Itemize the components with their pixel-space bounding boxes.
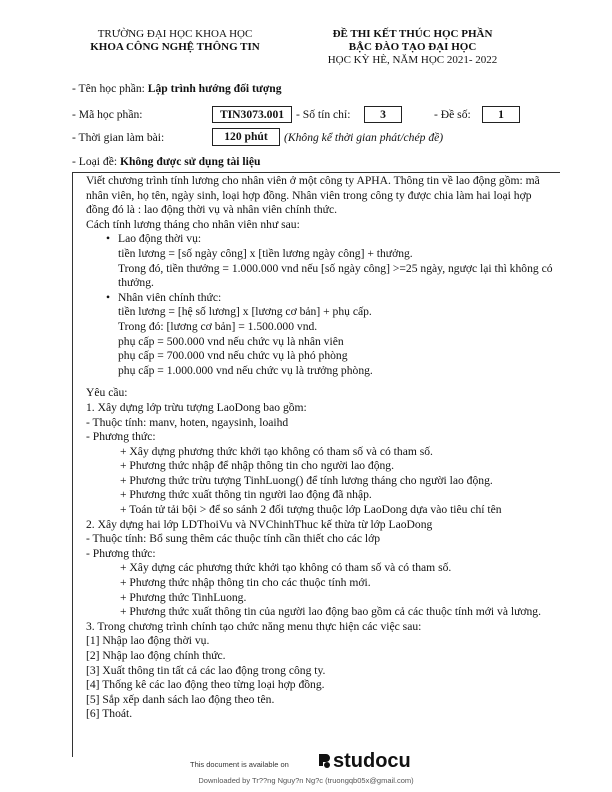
studocu-logo-icon — [315, 751, 333, 769]
exam-number-label: - Đề số: — [434, 108, 471, 121]
time-value-box: 120 phút — [212, 128, 280, 146]
req-2-method: + Phương thức nhập thông tin cho các thuộc tính mới. — [120, 576, 371, 590]
credits-value-box: 3 — [364, 106, 402, 123]
official-formula: tiền lương = [hệ số lương] x [lương cơ bản] + phụ cấp. — [118, 305, 372, 319]
type-value: Không được sử dụng tài liệu — [119, 155, 261, 168]
university-name: TRƯỜNG ĐẠI HỌC KHOA HỌC — [97, 28, 253, 40]
req-1-methods: - Phương thức: — [86, 430, 156, 444]
seasonal-formula: tiền lương = [số ngày công] x [tiền lương ngày công] + thưởng. — [118, 246, 413, 260]
menu-item: [2] Nhập lao động chính thức. — [86, 649, 226, 662]
studocu-logo[interactable] — [315, 750, 411, 773]
calc-intro: Cách tính lương tháng cho nhân viên như sau: — [86, 217, 300, 231]
bullet-seasonal — [86, 232, 556, 247]
bullet-official-title: Nhân viên chính thức: — [118, 290, 222, 304]
exam-level: BẬC ĐÀO TẠO ĐẠI HỌC — [348, 41, 477, 53]
req-2-method: + Phương thức xuất thông tin của người lao động bao gồm cả các thuộc tính mới và lương. — [120, 605, 542, 619]
req-1-method: + Phương thức xuất thông tin người lao động đã nhập. — [120, 488, 372, 502]
req-2-method: + Phương thức TinhLuong. — [120, 590, 247, 604]
code-value-box: TIN3073.001 — [212, 106, 292, 123]
credits-label: - Số tín chỉ: — [296, 108, 351, 121]
course-line — [72, 82, 282, 95]
req-1: 1. Xây dựng lớp trừu tượng LaoDong bao gồm: — [86, 400, 307, 414]
menu-item: [3] Xuất thông tin tất cả các lao động trong công ty. — [86, 663, 326, 677]
bullet-official — [86, 291, 556, 306]
seasonal-bonus: Trong đó, tiền thưởng = 1.000.000 vnd nếu [số ngày công] >=25 ngày, ngược lại thì không có thưởng. — [118, 261, 553, 290]
allowance-staff: phụ cấp = 500.000 vnd nếu chức vụ là nhân viên — [118, 334, 344, 348]
req-1-method: + Xây dựng phương thức khởi tạo không có tham số và có tham số. — [120, 444, 433, 458]
req-2-attributes: - Thuộc tính: Bổ sung thêm các thuộc tính cần thiết cho các lớp — [86, 532, 381, 546]
menu-item: [1] Nhập lao động thời vụ. — [86, 634, 210, 648]
time-label: - Thời gian làm bài: — [72, 131, 165, 144]
exam-title: ĐỀ THI KẾT THÚC HỌC PHẦN — [332, 28, 493, 40]
studocu-brand: studocu — [333, 750, 411, 772]
bullet-dot-icon: • — [106, 290, 111, 304]
official-base: Trong đó: [lương cơ bản] = 1.500.000 vnd. — [118, 319, 318, 333]
exam-content — [86, 174, 556, 722]
available-on-text: This document is available on — [190, 760, 289, 769]
menu-item: [4] Thống kê các lao động theo từng loại hợp đồng. — [86, 678, 325, 692]
code-label: - Mã học phần: — [72, 108, 143, 121]
req-1-method: + Toán tử tải bội > để so sánh 2 đối tượng thuộc lớp LaoDong dựa vào tiêu chí tên — [120, 503, 502, 517]
requirements-heading: Yêu cầu: — [86, 386, 128, 400]
type-line — [72, 155, 260, 168]
req-1-method: + Phương thức nhập để nhập thông tin cho người lao động. — [120, 459, 395, 473]
req-3: 3. Trong chương trình chính tạo chức năng menu thực hiện các việc sau: — [86, 619, 422, 633]
bullet-dot-icon: • — [106, 232, 111, 246]
course-label: - Tên học phần: — [72, 82, 148, 95]
req-2-methods: - Phương thức: — [86, 546, 156, 560]
intro-paragraph: Viết chương trình tính lương cho nhân viên ở một công ty APHA. Thông tin về lao động gồm: mã nhân viên, họ tên, ngày sinh, loại hợp đồng. Nhân viên trong công ty được chia làm hai loại hợp đồng đó là : lao động thời vụ và nhân viên chính thức. — [86, 174, 540, 217]
menu-item: [5] Sắp xếp danh sách lao động theo tên. — [86, 692, 275, 706]
allowance-head: phụ cấp = 1.000.000 vnd nếu chức vụ là trưởng phòng. — [118, 363, 373, 377]
req-2-method: + Xây dựng các phương thức khởi tạo không có tham số và có tham số. — [120, 561, 452, 575]
menu-item: [6] Thoát. — [86, 707, 133, 721]
header-left — [70, 28, 280, 54]
exam-term: HỌC KỲ HÈ, NĂM HỌC 2021- 2022 — [327, 54, 498, 66]
exam-number-box: 1 — [482, 106, 520, 123]
req-1-attributes: - Thuộc tính: manv, hoten, ngaysinh, loaihd — [86, 415, 289, 429]
downloaded-by: Downloaded by Tr??ng Nguy?n Ng?c (truongqb05x@gmail.com) — [198, 776, 414, 785]
allowance-deputy: phụ cấp = 700.000 vnd nếu chức vụ là phó phòng — [118, 349, 348, 363]
type-label: - Loại đề: — [72, 155, 120, 168]
req-2: 2. Xây dựng hai lớp LDThoiVu và NVChinhThuc kế thừa từ lớp LaoDong — [86, 517, 433, 531]
bullet-seasonal-title: Lao động thời vụ: — [118, 232, 202, 246]
req-1-method: + Phương thức trừu tượng TinhLuong() để tính lương tháng cho người lao động. — [120, 473, 493, 487]
header-right — [300, 28, 525, 67]
course-value: Lập trình hướng đối tượng — [147, 82, 282, 95]
faculty-name: KHOA CÔNG NGHỆ THÔNG TIN — [90, 41, 260, 53]
time-note: (Không kể thời gian phát/chép đề) — [284, 131, 444, 144]
